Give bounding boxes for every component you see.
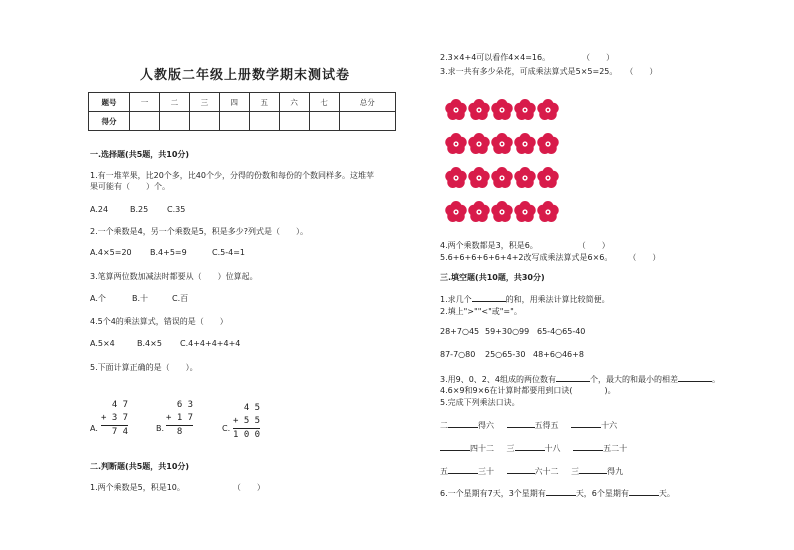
flower-icon	[514, 201, 535, 222]
calc-line: + 3 7	[101, 413, 129, 423]
flower-icon	[537, 167, 558, 188]
calc-result: 8	[166, 425, 193, 439]
answer-blank[interactable]	[556, 373, 590, 382]
s3-q6-text-a: 6.一个星期有7天，3个星期有	[440, 489, 546, 498]
calc-line: + 5 5	[233, 416, 261, 426]
s1-q5-option-a-label[interactable]: A.	[90, 424, 98, 433]
koujue-row-2	[440, 442, 627, 454]
answer-blank[interactable]	[546, 487, 576, 496]
score-cell[interactable]	[130, 112, 160, 131]
score-cell[interactable]	[159, 112, 189, 131]
answer-blank[interactable]	[507, 419, 535, 428]
koujue-row-3	[440, 465, 623, 477]
flower-icon	[514, 133, 535, 154]
s3-q2-item[interactable]: 28+7○45	[440, 327, 480, 336]
s3-q3-text-c: 。	[712, 375, 720, 384]
s3-q3-text-a: 3.用9、0、2、4组成的两位数有	[440, 375, 556, 384]
flower-icon	[468, 99, 489, 120]
score-table-score-row	[89, 112, 396, 131]
s1-q4: 4.5个4的乘法算式，错误的是（ ）	[90, 317, 228, 326]
s1-q3: 3.笔算两位数加减法时都要从（ ）位算起。	[90, 272, 258, 281]
s3-q3-text-b: 个，最大的和最小的相差	[590, 375, 678, 384]
flower-icon	[491, 99, 512, 120]
koujue-text: 五	[440, 467, 448, 476]
answer-blank[interactable]	[678, 373, 712, 382]
score-cell[interactable]	[309, 112, 339, 131]
s1-q3-option-b[interactable]: B.十	[132, 294, 149, 303]
calc-line: 4 7	[101, 400, 129, 410]
koujue-text: 五二十	[603, 444, 628, 453]
s3-q1-text-b: 的和，用乘法计算比较简便。	[505, 295, 610, 304]
score-row-label: 得分	[89, 112, 130, 131]
s1-q5-option-b-calc	[166, 399, 193, 439]
s3-q5: 5.完成下列乘法口诀。	[440, 398, 520, 407]
score-cell[interactable]	[279, 112, 309, 131]
s3-q2-item[interactable]: 65-4○65-40	[537, 327, 586, 336]
answer-blank[interactable]	[629, 487, 659, 496]
koujue-text: 十八	[544, 444, 561, 453]
answer-blank[interactable]	[515, 442, 545, 451]
s3-q6-text-b: 天，6个星期有	[575, 489, 629, 498]
score-header-cell: 总分	[339, 93, 395, 112]
s2-q4: 4.两个乘数都是3，积是6。 （ ）	[440, 241, 610, 250]
s3-q4: 4.6×9和9×6在计算时都要用到口诀( )。	[440, 386, 616, 395]
s1-q3-option-c[interactable]: C.百	[172, 294, 189, 303]
s2-q2: 2.3×4+4可以看作4×4=16。 （ ）	[440, 53, 615, 62]
flower-icon	[537, 201, 558, 222]
s1-q4-option-c[interactable]: C.4+4+4+4+4	[180, 339, 241, 348]
flower-icon	[445, 133, 466, 154]
answer-blank[interactable]	[448, 419, 478, 428]
s1-q2-option-a[interactable]: A.4×5=20	[90, 248, 132, 257]
s3-q2-item[interactable]: 59+30○99	[485, 327, 530, 336]
s1-q1-line2: 果可能有（ ）个。	[90, 182, 170, 191]
calc-result: 7 4	[101, 427, 129, 437]
score-cell[interactable]	[189, 112, 219, 131]
s1-q5: 5.下面计算正确的是（ ）。	[90, 363, 198, 372]
s1-q1-option-c[interactable]: C.35	[167, 205, 186, 214]
s1-q2: 2.一个乘数是4，另一个乘数是5，积是多少?列式是（ ）。	[90, 227, 309, 236]
flower-icon	[514, 99, 535, 120]
s2-q5: 5.6+6+6+6+6+4+2改写成乘法算式是6×6。 （ ）	[440, 253, 661, 262]
s3-q2: 2.填上">""<"或"="。	[440, 307, 522, 316]
flower-icon	[445, 201, 466, 222]
answer-blank[interactable]	[579, 465, 607, 474]
page-title: 人教版二年级上册数学期末测试卷	[140, 68, 351, 83]
s1-q5-option-b-label[interactable]: B.	[156, 424, 165, 433]
koujue-text: 得六	[478, 421, 494, 430]
flower-icon	[514, 167, 535, 188]
koujue-text: 三	[506, 444, 515, 453]
section1-heading: 一.选择题(共5题，共10分)	[90, 150, 190, 159]
answer-blank[interactable]	[571, 419, 601, 428]
s3-q6	[440, 487, 675, 499]
koujue-text: 四十二	[470, 444, 494, 453]
score-header-cell: 六	[279, 93, 309, 112]
s3-q2-item[interactable]: 87-7○80	[440, 350, 476, 359]
section2-heading: 二.判断题(共5题，共10分)	[90, 462, 190, 471]
s1-q2-option-b[interactable]: B.4+5=9	[150, 248, 187, 257]
koujue-text: 二	[440, 421, 448, 430]
s3-q1-text-a: 1.求几个	[440, 295, 472, 304]
flower-icon	[468, 167, 489, 188]
koujue-text: 得九	[607, 467, 624, 476]
s3-q3	[440, 373, 720, 385]
s3-q2-item[interactable]: 25○65-30	[485, 350, 526, 359]
score-table-header-row	[89, 93, 396, 112]
s2-q3: 3.求一共有多少朵花，可成乘法算式是5×5=25。 （ ）	[440, 67, 658, 76]
score-header-cell: 三	[189, 93, 219, 112]
answer-blank[interactable]	[507, 465, 535, 474]
score-header-cell: 一	[130, 93, 160, 112]
flower-icon	[491, 133, 512, 154]
s1-q5-option-a-calc	[101, 399, 128, 439]
koujue-text: 六十二	[534, 467, 559, 476]
s1-q2-option-c[interactable]: C.5-4=1	[212, 248, 245, 257]
score-cell[interactable]	[339, 112, 395, 131]
s1-q5-option-c-calc	[233, 402, 260, 442]
s1-q3-option-a[interactable]: A.个	[90, 294, 106, 303]
score-header-cell: 七	[309, 93, 339, 112]
answer-blank[interactable]	[573, 442, 603, 451]
score-table	[88, 92, 396, 131]
s1-q5-option-c-label[interactable]: C.	[222, 424, 231, 433]
s3-q2-item[interactable]: 48+6○46+8	[533, 350, 584, 359]
koujue-row-1	[440, 419, 617, 431]
score-cell[interactable]	[219, 112, 249, 131]
flower-icon	[468, 201, 489, 222]
s1-q1-option-a[interactable]: A.24	[90, 205, 109, 214]
s2-q1: 1.两个乘数是5，积是10。 （ ）	[90, 483, 265, 492]
score-header-cell: 五	[249, 93, 279, 112]
section3-heading: 三.填空题(共10题，共30分)	[440, 273, 545, 282]
score-header-cell: 题号	[89, 93, 130, 112]
answer-blank[interactable]	[440, 442, 470, 451]
s1-q1-option-b[interactable]: B.25	[130, 205, 149, 214]
flower-icon	[445, 99, 466, 120]
s3-q6-text-c: 天。	[658, 489, 675, 498]
calc-result: 1 0 0	[233, 430, 261, 440]
calc-line: 6 3	[166, 400, 194, 410]
flower-icon	[537, 133, 558, 154]
koujue-text: 十六	[601, 421, 618, 430]
flower-icon	[491, 201, 512, 222]
answer-blank[interactable]	[448, 465, 478, 474]
score-cell[interactable]	[249, 112, 279, 131]
score-header-cell: 二	[159, 93, 189, 112]
calc-line: + 1 7	[166, 413, 194, 423]
answer-blank[interactable]	[472, 293, 506, 302]
koujue-text: 三	[571, 467, 580, 476]
score-header-cell: 四	[219, 93, 249, 112]
s1-q4-option-b[interactable]: B.4×5	[137, 339, 162, 348]
flower-icon	[468, 133, 489, 154]
flower-icon	[445, 167, 466, 188]
s3-q1	[440, 293, 610, 305]
flowers-figure	[440, 96, 580, 224]
s1-q1-line1: 1.有一堆苹果，比20个多，比40个少，分得的份数和每份的个数同样多。这堆苹	[90, 171, 374, 180]
calc-line: 4 5	[233, 403, 261, 413]
s1-q4-option-a[interactable]: A.5×4	[90, 339, 115, 348]
koujue-text: 五得五	[534, 421, 559, 430]
flower-icon	[537, 99, 558, 120]
flower-icon	[491, 167, 512, 188]
koujue-text: 三十	[478, 467, 494, 476]
